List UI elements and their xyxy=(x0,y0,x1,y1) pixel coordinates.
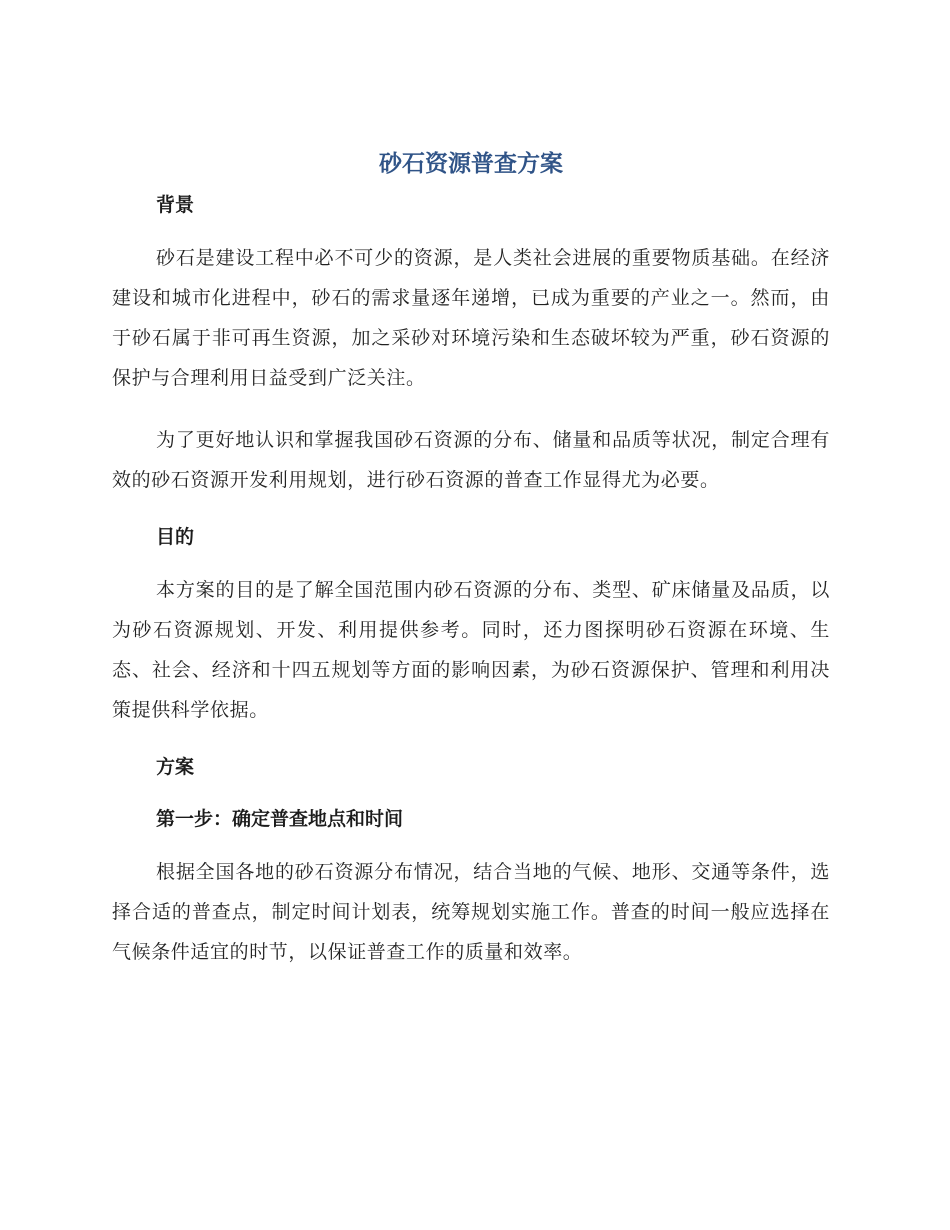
section-heading-purpose: 目的 xyxy=(156,526,195,548)
section-heading-background: 背景 xyxy=(156,194,195,216)
document-content xyxy=(112,146,830,972)
background-paragraph-2: 为了更好地认识和掌握我国砂石资源的分布、储量和品质等状况，制定合理有效的砂石资源开发利用规划，进行砂石资源的普查工作显得尤为必要。 xyxy=(112,429,830,491)
section-heading-plan: 方案 xyxy=(156,756,195,778)
step-paragraph-1: 根据全国各地的砂石资源分布情况，结合当地的气候、地形、交通等条件，选择合适的普查点，制定时间计划表，统筹规划实施工作。普查的时间一般应选择在气候条件适宜的时节，以保证普查工作的质量和效率。 xyxy=(112,861,830,963)
document-title: 砂石资源普查方案 xyxy=(379,151,563,177)
step-heading-1: 第一步：确定普查地点和时间 xyxy=(156,808,404,830)
background-paragraph-1: 砂石是建设工程中必不可少的资源，是人类社会进展的重要物质基础。在经济建设和城市化进程中，砂石的需求量逐年递增，已成为重要的产业之一。然而，由于砂石属于非可再生资源，加之采砂对环境污染和生态破坏较为严重，砂石资源的保护与合理利用日益受到广泛关注。 xyxy=(112,247,830,389)
purpose-paragraph-1: 本方案的目的是了解全国范围内砂石资源的分布、类型、矿床储量及品质，以为砂石资源规划、开发、利用提供参考。同时，还力图探明砂石资源在环境、生态、社会、经济和十四五规划等方面的影响因素，为砂石资源保护、管理和利用决策提供科学依据。 xyxy=(112,579,830,721)
